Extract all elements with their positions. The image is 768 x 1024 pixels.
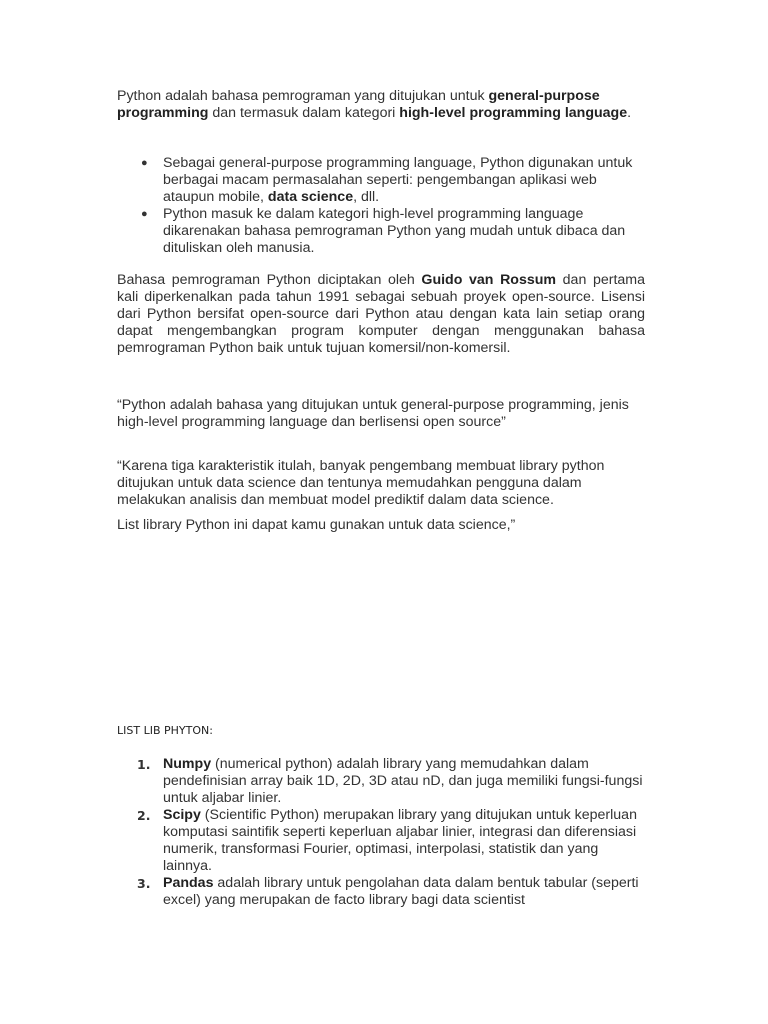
library-item <box>117 756 645 807</box>
bullet-dot-icon: ● <box>141 157 148 169</box>
library-description: (Scientific Python) merupakan library yang ditujukan untuk keperluan komputasi saintifik seperti keperluan aljabar linier, integrasi dan diferensiasi numerik, transformasi Fourier, optimasi, interpolasi, statistik dan yang lainnya. <box>163 807 637 874</box>
bullet-item <box>117 206 645 257</box>
intro-text: Python adalah bahasa pemrograman yang ditujukan untuk <box>117 88 489 104</box>
history-text: dan pertama kali diperkenalkan pada tahun 1991 sebagai sebuah proyek open-source. Lisensi dari Python bersifat open-source dari Python atau dengan kata lain setiap orang dapat mengembangkan program komputer dengan menggunakan bahasa pemrograman Python baik untuk tujuan komersil/non-komersil. <box>117 272 645 356</box>
bullet-text: , dll. <box>353 189 380 205</box>
library-item <box>117 875 645 909</box>
list-number: 1. <box>137 757 151 772</box>
bullet-text: Python masuk ke dalam kategori high-level programming language dikarenakan bahasa pemrograman Python yang mudah untuk dibaca dan dituliskan oleh manusia. <box>163 206 626 256</box>
library-name: Numpy <box>163 756 212 772</box>
intro-text: dan termasuk dalam kategori <box>208 105 400 121</box>
library-name: Pandas <box>163 875 214 891</box>
intro-bold-high-level: high-level programming language <box>399 105 628 121</box>
history-text: Bahasa pemrograman Python diciptakan oleh <box>117 272 422 288</box>
library-description: adalah library untuk pengolahan data dalam bentuk tabular (seperti excel) yang merupakan de facto library bagi data scientist <box>163 875 639 908</box>
list-number: 3. <box>137 876 151 891</box>
intro-bold-general-purpose: general-purpose programming <box>117 88 600 121</box>
list-heading: LIST LIB PHYTON: <box>117 724 213 737</box>
bullet-list <box>117 155 645 257</box>
intro-paragraph <box>117 88 645 122</box>
list-number: 2. <box>137 808 151 823</box>
library-name: Scipy <box>163 807 201 823</box>
history-paragraph <box>117 272 645 357</box>
intro-text: . <box>627 105 632 121</box>
library-list <box>117 756 645 909</box>
library-item <box>117 807 645 875</box>
quote-library-list: List library Python ini dapat kamu gunakan untuk data science,” <box>117 517 516 533</box>
bullet-bold: data science <box>267 189 354 205</box>
bullet-dot-icon: ● <box>141 208 148 220</box>
bullet-text: Sebagai general-purpose programming language, Python digunakan untuk berbagai macam permasalahan seperti: pengembangan aplikasi web ataupun mobile, <box>163 155 633 205</box>
quote-characteristics: “Karena tiga karakteristik itulah, banyak pengembang membuat library python ditujukan untuk data science dan tentunya memudahkan pengguna dalam melakukan analisis dan membuat model prediktif dalam data science. <box>117 458 605 508</box>
bullet-item <box>117 155 645 206</box>
library-description: (numerical python) adalah library yang memudahkan dalam pendefinisian array baik 1D, 2D, 3D atau nD, dan juga memiliki fungsi-fungsi untuk aljabar linier. <box>163 756 643 806</box>
history-bold-author: Guido van Rossum <box>421 272 557 288</box>
quote-definition: “Python adalah bahasa yang ditujukan untuk general-purpose programming, jenis high-level programming language dan berlisensi open source” <box>117 397 629 430</box>
